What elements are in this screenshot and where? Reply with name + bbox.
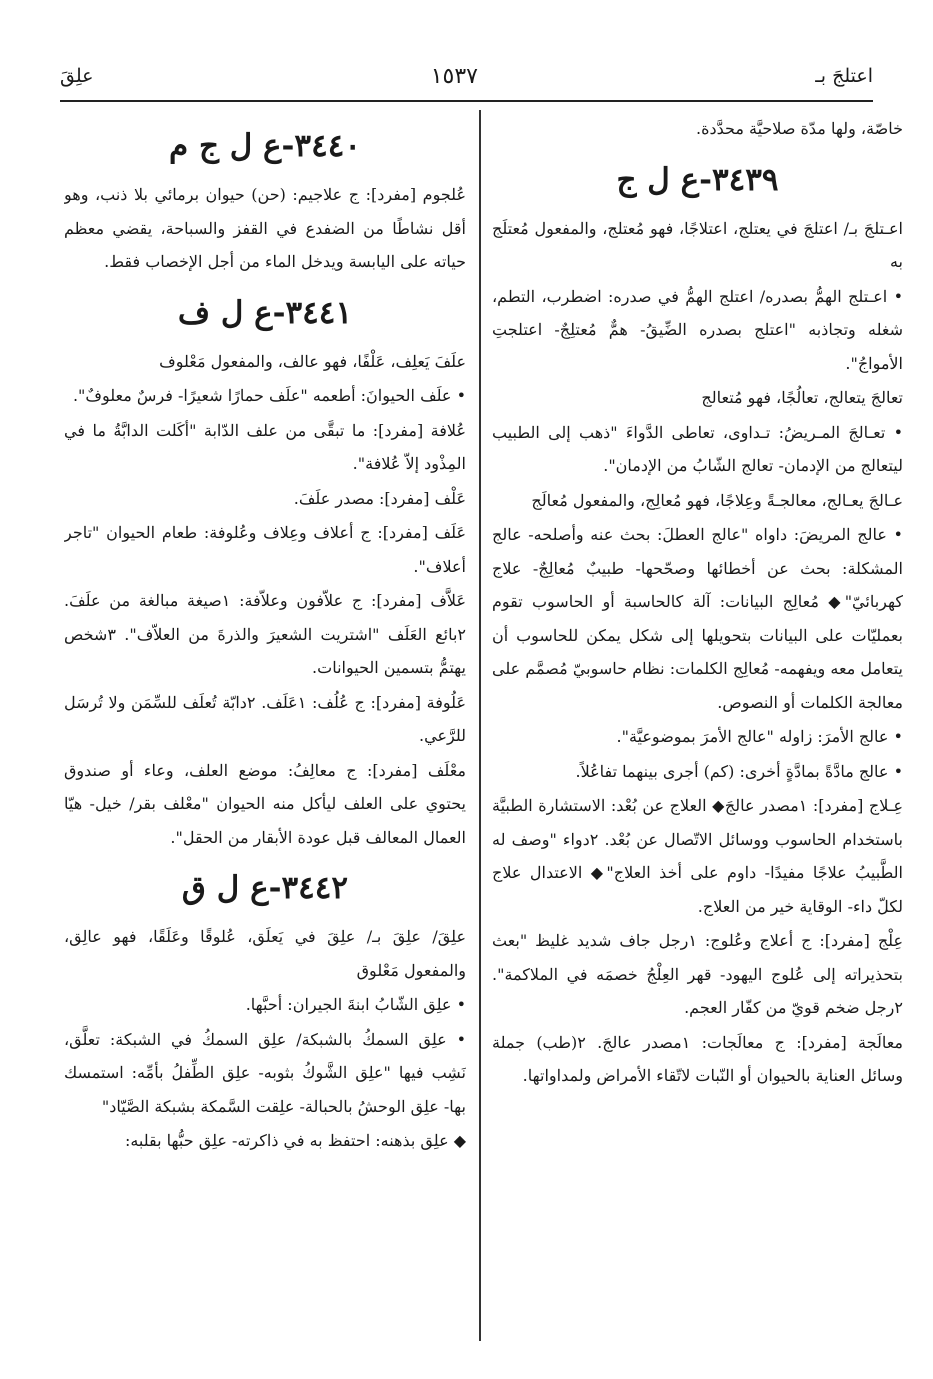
header-rule (60, 100, 873, 102)
root-heading-3439: ٣٤٣٩-ع ل ج (616, 161, 779, 198)
sense-aalaja-3: • عالج مادَّةً بمادَّةٍ أخرى: (كم) أجرى بينهما تفاعُلاً. (575, 761, 903, 781)
entry-allaf: عَلاَّف [مفرد]: ج علاّفون وعلاّفة: ١صيغة مبالغة من علَفَ. ٢بائع العَلَف "اشتريت الشعيرَ والذرةَ من العلاّف". ٣شخص يهتمُّ بتسمين الحيوانات. (64, 591, 466, 677)
page-number: ١٥٣٧ (430, 63, 478, 89)
sense-iatalaja-1: • اعـتلج الهمُّ بصدره/ اعتلج الهمُّ في صدره: اضطرب، التطم، شغله وتجاذبه "اعتلج بصدره الضِّيقُ- همٌّ مُعتلِجٌ- اعتلجتِ الأمواجُ". (492, 286, 903, 373)
entry-alf: عَلْف [مفرد]: مصدر علَفَ. (293, 488, 466, 508)
entry-alafa: علَفَ يَعلِف، عَلْفًا، فهو عالف، والمفعول مَعْلوف (159, 351, 466, 371)
page-header (60, 52, 873, 100)
header-last-entry: علِقَ (60, 65, 94, 87)
entry-malaf: معْلَف [مفرد]: ج معالِفُ: موضع العلف، وعاء أو صندوق يحتوي على العلف ليأكل منه الحيوان "معْلف بقر/ خيل- هيّا العمال المعالف قبل عودة الأبقار من الحقل". (64, 760, 466, 847)
sense-taalaja-1: • تعـالجَ المـريضُ: تـداوى، تعاطى الدَّواءَ "ذهب إلى الطبيب ليتعالج من الإدمان- تعالج الشّابُ من الإدمان". (492, 422, 903, 475)
entry-uljum: عُلجوم [مفرد]: ج علاجيم: (حن) حيوان برمائي بلا ذنب، وهو أقل نشاطًا من الضفدع في القفز والسباحة، يقضي معظم حياته على اليابسة ويدخل الماء من أجل الإخصاب فقط. (64, 185, 466, 271)
right-column (492, 112, 903, 1347)
entry-muaalaja: معالَجة [مفرد]: ج معالَجات: ١مصدر عالجَ. ٢(طب) جملة وسائل العناية بالحيوان أو النّبات لاتّقاء الأمراض ولمداواتها. (492, 1032, 903, 1085)
entry-continuation: خاصّة، ولها مدّة صلاحيَّة محدَّدة. (696, 119, 903, 138)
sense-aliqa-2: • علِق السمكُ بالشبكة/ علِق السمكُ في الشبكة: تعلَّق، نَشِب فيها "علِق الشَّوكُ بثوبه- علِق الطِّفلُ بأمِّه: استمسك بها- علِق الوحشُ بالحبالة- علِقت السَّمكة بشبكة الصَّيّاد" (64, 1029, 466, 1116)
sense-aliqa-1: • علِق الشّابُ ابنةَ الجيران: أحبَّها. (245, 995, 466, 1014)
entry-aliqa: علِقَ/ علِقَ بـ/ علِقَ في يَعلَق، عُلوقًا وعَلَقًا، فهو عالِق، والمفعول مَعْلوق (64, 927, 466, 980)
sense-alafa-1: • علَف الحيوانَ: أطعمه "علَف حمارًا شعيرًا- فرسٌ معلوفٌ". (72, 386, 466, 405)
root-heading-3440: ٣٤٤٠-ع ل ج م (168, 128, 362, 164)
entry-ulafa: عُلافة [مفرد]: ما تبقَّى من علف الدّابة "أكَلت الدابَّةُ ما في المِذْود إلاّ عُلافة". (64, 420, 466, 473)
root-heading-3442: ٣٤٤٢-ع ل ق (181, 870, 349, 906)
entry-aalaja: عـالجَ يعـالج، معالجـةً وعِلاجًا، فهو مُعالِج، والمفعول مُعالَج (531, 490, 903, 510)
entry-iatalaja: اعـتلجَ بـ/ اعتلجَ في يعتلج، اعتلاجًا، فهو مُعتلج، والمفعول مُعتلَج به (492, 218, 903, 271)
left-column (64, 112, 466, 1347)
entry-alufa: عَلُوفة [مفرد]: ج عُلُف: ١عَلَف. ٢دابّة تُعلَف للسِّمَن ولا تُرسَل للرَّعي. (64, 692, 466, 745)
entry-ilj: عِلْج [مفرد]: ج أعلاج وعُلوج: ١رجل جاف شديد غليظ "بعث بتحذيراته إلى عُلوج اليهود- قهر العِلْجُ خصمَه في الملاكمة". ٢رجل ضخم قويّ من كفّار العجم. (492, 931, 903, 1017)
column-divider (479, 110, 481, 1341)
sense-aalaja-2: • عالج الأمرَ: زاوله "عالج الأمرَ بموضوعيَّة". (616, 727, 903, 746)
entry-ilaj: عِـلاج [مفرد]: ١مصدر عالجَ◆ العلاج عن بُعْد: الاستشارة الطبيَّة باستخدام الحاسوب ووسائل الاتّصال عن بُعْد. ٢دواء "وصف له الطَّبيبُ علاجًا مفيدًا- داوم على أخذ العلاج"◆ الاعتدال علاج لكلّ داء- الوقاية خير من العلاج. (492, 796, 903, 916)
root-heading-3441: ٣٤٤١-ع ل ف (177, 294, 353, 331)
sense-aliqa-3: ◆ علِق بذهنه: احتفظ به في ذاكرته- علِق حبُّها بقلبه: (124, 1131, 466, 1150)
header-first-entry: اعتلجَ بـ (815, 65, 873, 87)
entry-alaf: عَلَف [مفرد]: ج أعلاف وعِلاف وعُلوفة: طعام الحيوان "تاجر أعلاف". (64, 523, 466, 576)
sense-aalaja-1: • عالج المريضَ: داواه "عالج العطلَ: بحث عنه وأصلحه- عالج المشكلة: بحث عن أخطائها وصحّحها- طبيبٌ مُعالِجٌ- علاج كهربائيّ"◆ مُعالِج البيانات: آلة كالحاسبة أو الحاسوب تقوم بعمليّات على البيانات بتحويلها إلى شكل يمكن للحاسوب أن يتعامل معه ويفهمه- مُعالِج الكلمات: نظام حاسوبيّ مُصمَّم على معالجة الكلمات أو النصوص. (492, 525, 903, 712)
entry-taalaja: تعالجَ يتعالج، تعالُجًا، فهو مُتعالج (701, 388, 903, 407)
